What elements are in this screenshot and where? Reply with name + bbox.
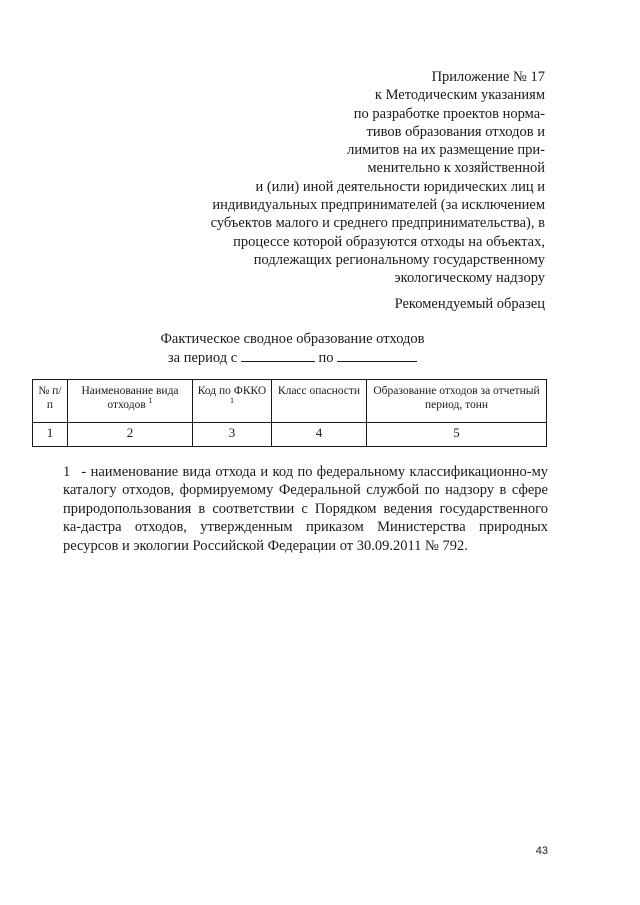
header-line: и (или) иной деятельности юридических лиц и bbox=[255, 178, 545, 195]
header-line: Приложение № 17 bbox=[431, 69, 545, 85]
header-line: к Методическим указаниям bbox=[374, 87, 545, 104]
header-line: лимитов на их размещение при- bbox=[347, 142, 545, 159]
period-end-blank[interactable] bbox=[337, 349, 417, 362]
header-cell-fkko-code: Код по ФККО $^1$ bbox=[193, 380, 272, 423]
appendix-header bbox=[145, 68, 545, 288]
table-cell: 3 bbox=[193, 423, 272, 447]
header-cell-waste-amount: Образование отходов за отчетный период, тонн bbox=[367, 380, 547, 423]
period-line bbox=[150, 349, 435, 368]
header-cell-waste-name: Наименование вида отходов $^1$ bbox=[68, 380, 193, 423]
footnote-text: - наименование вида отхода и код по федеральному классификационно-му каталогу отходов, формируемому Федеральной службой по надзору в сфере природопользования в соответствии с Порядком ведения государственного ка-дастра отходов, утвержденным приказом Министерства природных ресурсов и экологии Российской Федерации от 30.09.2011 № 792. bbox=[63, 464, 549, 554]
table-cell: 4 bbox=[272, 423, 367, 447]
header-line: менительно к хозяйственной bbox=[367, 160, 545, 177]
table-cell: 2 bbox=[68, 423, 193, 447]
table-header-row bbox=[33, 380, 547, 423]
sample-label: Рекомендуемый образец bbox=[394, 296, 545, 312]
header-line: по разработке проектов норма- bbox=[353, 105, 545, 122]
title-line: Фактическое сводное образование отходов bbox=[160, 331, 425, 347]
table-cell: 1 bbox=[33, 423, 68, 447]
footnote bbox=[63, 463, 548, 555]
header-line: индивидуальных предпринимателей (за исключением bbox=[212, 197, 545, 214]
period-mid: по bbox=[318, 350, 334, 366]
header-cell-hazard-class: Класс опасности bbox=[272, 380, 367, 423]
period-start-blank[interactable] bbox=[241, 349, 315, 362]
header-cell-number: № п/п bbox=[33, 380, 68, 423]
page-number: 43 bbox=[535, 845, 548, 857]
waste-table bbox=[32, 379, 547, 447]
period-prefix: за период с bbox=[167, 350, 238, 366]
form-title bbox=[150, 330, 435, 368]
header-line: подлежащих региональному государственному bbox=[253, 251, 545, 268]
table-cell: 5 bbox=[367, 423, 547, 447]
footnote-marker: 1 bbox=[63, 464, 71, 480]
table-row bbox=[33, 423, 547, 447]
header-line: процессе которой образуются отходы на объектах, bbox=[233, 233, 545, 250]
header-line: тивов образования отходов и bbox=[366, 123, 545, 140]
header-line: субъектов малого и среднего предпринимательства), в bbox=[210, 215, 545, 232]
header-line: экологическому надзору bbox=[394, 270, 545, 287]
